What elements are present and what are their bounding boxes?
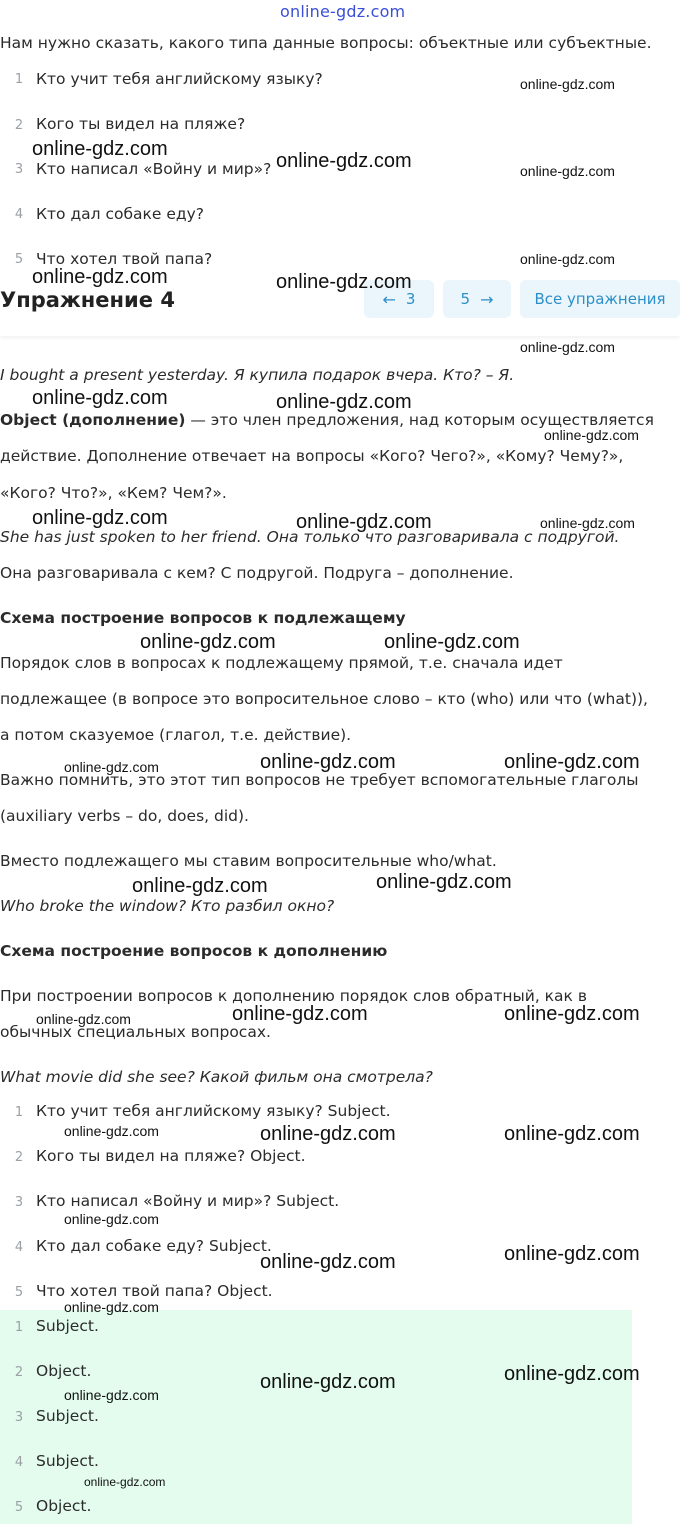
watermark: online-gdz.com xyxy=(64,1211,159,1227)
list-text: Кто написал «Войну и мир»? Subject. xyxy=(36,1192,340,1210)
arrow-left-icon: ← xyxy=(382,289,396,309)
intro-text: Нам нужно сказать, какого типа данные вопросы: объектные или субъектные. xyxy=(0,34,652,52)
next-exercise-label: 5 xyxy=(460,290,471,308)
watermark: online-gdz.com xyxy=(504,1363,640,1385)
watermark: online-gdz.com xyxy=(520,251,615,267)
paragraph-line: подлежащее (в вопросе это вопросительное слово – кто (who) или что (what)), xyxy=(0,690,648,708)
list-text: Кого ты видел на пляже? Object. xyxy=(36,1147,306,1165)
watermark: online-gdz.com xyxy=(276,391,412,413)
list-text: Object. xyxy=(36,1497,92,1515)
definition-text: действие. Дополнение отвечает на вопросы «Кого? Чего?», «Кому? Чему?», xyxy=(0,447,624,465)
list-text: Subject. xyxy=(36,1407,99,1425)
watermark: online-gdz.com xyxy=(260,1123,396,1145)
watermark: online-gdz.com xyxy=(504,1123,640,1145)
example-sentence: What movie did she see? Какой фильм она смотрела? xyxy=(0,1068,433,1086)
list-text: Object. xyxy=(36,1362,92,1380)
list-number: 3 xyxy=(14,1195,24,1210)
example-sentence: I bought a present yesterday. Я купила подарок вчера. Кто? – Я. xyxy=(0,366,515,384)
section-title: Схема построение вопросов к дополнению xyxy=(0,942,388,960)
list-text: Кто дал собаке еду? Subject. xyxy=(36,1237,272,1255)
list-number: 2 xyxy=(14,118,24,133)
arrow-right-icon: → xyxy=(480,289,494,309)
list-text: Кто учит тебя английскому языку? Subject. xyxy=(36,1102,391,1120)
term: Object (дополнение) xyxy=(0,411,186,429)
watermark: online-gdz.com xyxy=(504,1243,640,1265)
all-exercises-button[interactable] xyxy=(520,280,680,318)
definition-text: — это член предложения, над которым осуществляется xyxy=(185,411,654,429)
watermark: online-gdz.com xyxy=(504,1003,640,1025)
paragraph-line: Порядок слов в вопросах к подлежащему прямой, т.е. сначала идет xyxy=(0,654,563,672)
watermark: online-gdz.com xyxy=(36,1011,131,1027)
paragraph-line: (auxiliary verbs – do, does, did). xyxy=(0,807,249,825)
definition-text: «Кого? Что?», «Кем? Чем?». xyxy=(0,484,227,502)
watermark: online-gdz.com xyxy=(260,1251,396,1273)
watermark: online-gdz.com xyxy=(64,1299,159,1315)
page-title: Упражнение 4 xyxy=(0,288,175,312)
watermark: online-gdz.com xyxy=(276,271,412,293)
watermark: online-gdz.com xyxy=(32,266,168,288)
watermark-top: online-gdz.com xyxy=(280,2,406,21)
watermark: online-gdz.com xyxy=(32,138,168,160)
list-text: Кого ты видел на пляже? xyxy=(36,115,246,133)
watermark: online-gdz.com xyxy=(64,759,159,775)
watermark: online-gdz.com xyxy=(544,427,639,443)
list-text: Что хотел твой папа? xyxy=(36,250,213,268)
list-number: 1 xyxy=(14,72,24,87)
paragraph-line: а потом сказуемое (глагол, т.е. действие). xyxy=(0,726,352,744)
watermark: online-gdz.com xyxy=(232,1003,368,1025)
paragraph-line: Важно помнить, это этот тип вопросов не требует вспомогательные глаголы xyxy=(0,771,639,789)
list-number: 1 xyxy=(14,1320,24,1335)
list-number: 3 xyxy=(14,162,24,177)
paragraph-line: Вместо подлежащего мы ставим вопросительные who/what. xyxy=(0,852,497,870)
list-text: Кто написал «Войну и мир»? xyxy=(36,160,272,178)
watermark: online-gdz.com xyxy=(384,631,520,653)
watermark: online-gdz.com xyxy=(540,515,635,531)
list-number: 4 xyxy=(14,207,24,222)
example-sentence: Who broke the window? Кто разбил окно? xyxy=(0,897,335,915)
watermark: online-gdz.com xyxy=(260,1371,396,1393)
watermark: online-gdz.com xyxy=(520,76,615,92)
list-text: Что хотел твой папа? Object. xyxy=(36,1282,273,1300)
example-sentence: She has just spoken to her friend. Она только что разговаривала с подругой. xyxy=(0,528,620,546)
paragraph-line: При построении вопросов к дополнению порядок слов обратный, как в xyxy=(0,987,587,1005)
list-text: Subject. xyxy=(36,1452,99,1470)
watermark: online-gdz.com xyxy=(376,871,512,893)
watermark: online-gdz.com xyxy=(64,1123,159,1139)
watermark: online-gdz.com xyxy=(276,150,412,172)
watermark: online-gdz.com xyxy=(32,507,168,529)
section-title: Схема построение вопросов к подлежащему xyxy=(0,609,406,627)
list-number: 4 xyxy=(14,1455,24,1470)
watermark: online-gdz.com xyxy=(132,875,268,897)
watermark: online-gdz.com xyxy=(260,751,396,773)
watermark: online-gdz.com xyxy=(64,1387,159,1403)
watermark: online-gdz.com xyxy=(84,1475,166,1489)
next-exercise-button[interactable] xyxy=(443,280,511,318)
explanation-text: Она разговаривала с кем? С подругой. Подруга – дополнение. xyxy=(0,564,514,582)
list-number: 1 xyxy=(14,1105,24,1120)
list-number: 2 xyxy=(14,1365,24,1380)
watermark: online-gdz.com xyxy=(140,631,276,653)
watermark: online-gdz.com xyxy=(520,339,615,355)
list-text: Subject. xyxy=(36,1317,99,1335)
prev-exercise-label: 3 xyxy=(405,290,416,308)
list-text: Кто учит тебя английскому языку? xyxy=(36,70,323,88)
list-number: 5 xyxy=(14,1285,24,1300)
list-text: Кто дал собаке еду? xyxy=(36,205,205,223)
watermark: online-gdz.com xyxy=(32,387,168,409)
watermark: online-gdz.com xyxy=(296,511,432,533)
watermark: online-gdz.com xyxy=(520,163,615,179)
paragraph-line: обычных специальных вопросах. xyxy=(0,1023,271,1041)
list-number: 2 xyxy=(14,1150,24,1165)
list-number: 3 xyxy=(14,1410,24,1425)
all-exercises-label: Все упражнения xyxy=(534,290,666,308)
list-number: 4 xyxy=(14,1240,24,1255)
watermark: online-gdz.com xyxy=(504,751,640,773)
list-number: 5 xyxy=(14,1500,24,1515)
list-number: 5 xyxy=(14,252,24,267)
